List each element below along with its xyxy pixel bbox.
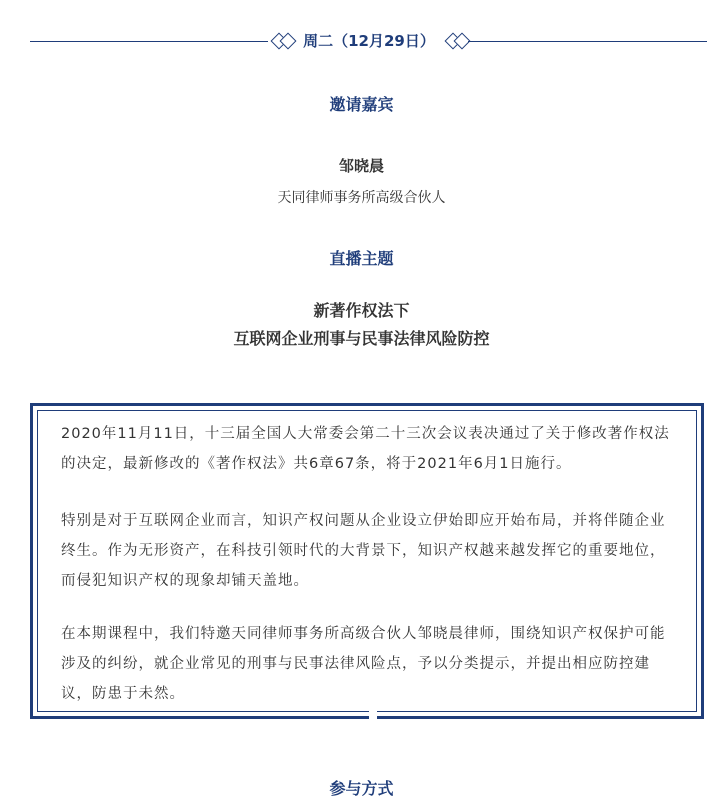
intro-paragraph-3: 在本期课程中，我们特邀天同律师事务所高级合伙人邹晓晨律师，围绕知识产权保护可能涉及的纠纷，就企业常见的刑事与民事法律风险点，予以分类提示，并提出相应防控建议，防患于未然。 — [61, 626, 666, 702]
intro-box — [30, 403, 704, 719]
guest-name: 邹晓晨 — [338, 157, 384, 175]
intro-paragraph-2: 特别是对于互联网企业而言，知识产权问题从企业设立伊始即应开始布局，并将伴随企业终生。作为无形资产，在科技引领时代的大背景下，知识产权越来越发挥它的重要地位，而侵犯知识产权的现象却铺天盖地。 — [61, 513, 666, 589]
divider-right — [468, 41, 707, 42]
topic-line-1: 新著作权法下 — [313, 301, 410, 320]
date-header — [30, 28, 707, 56]
guest-role: 天同律师事务所高级合伙人 — [277, 190, 446, 206]
participation-section-title: 参与方式 — [329, 779, 394, 798]
topic-line-2: 互联网企业刑事与民事法律风险防控 — [233, 329, 490, 348]
intro-paragraph-1: 2020年11月11日，十三届全国人大常委会第二十三次会议表决通过了关于修改著作权法的决定，最新修改的《著作权法》共6章67条，将于2021年6月1日施行。 — [61, 426, 670, 472]
topic-section-title: 直播主题 — [329, 249, 394, 268]
date-title: 周二（12月29日） — [303, 32, 435, 50]
divider-left — [30, 41, 268, 42]
guest-section-title: 邀请嘉宾 — [329, 95, 394, 114]
